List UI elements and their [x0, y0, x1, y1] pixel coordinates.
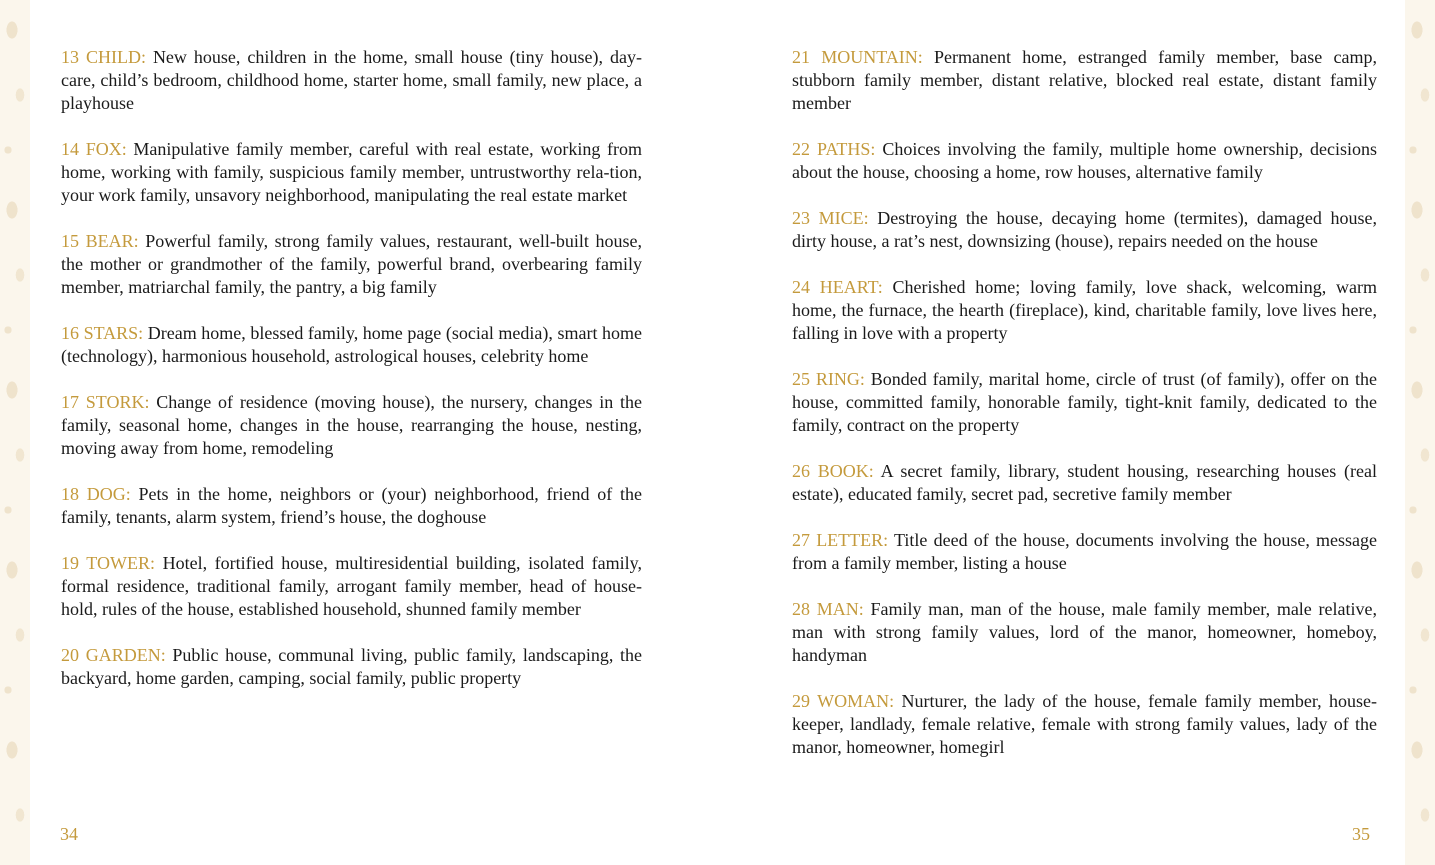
entry-key: 13 CHILD:	[61, 47, 146, 67]
entry-key: 25 RING:	[792, 369, 865, 389]
left-page	[61, 46, 642, 713]
entry-key: 28 MAN:	[792, 599, 864, 619]
entry-key: 27 LETTER:	[792, 530, 889, 550]
entry-text: Choices involving the family, multiple home ownership, decisions about the house, choosing a home, row houses, alternative family	[792, 139, 1377, 182]
entry-22	[792, 138, 1377, 184]
entry-key: 16 STARS:	[61, 323, 144, 343]
entry-14	[61, 138, 642, 207]
entry-23	[792, 207, 1377, 253]
entry-key: 21 MOUNTAIN:	[792, 47, 923, 67]
entry-text: A secret family, library, student housing, researching houses (real estate), educated family, secret pad, secretive family member	[792, 461, 1377, 504]
right-border-ornament	[1405, 0, 1435, 865]
entry-18	[61, 483, 642, 529]
entry-key: 18 DOG:	[61, 484, 131, 504]
entry-text: Pets in the home, neighbors or (your) neighborhood, friend of the family, tenants, alarm system, friend’s house, the doghouse	[61, 484, 643, 527]
entry-key: 24 HEART:	[792, 277, 883, 297]
page-number-right: 35	[1352, 824, 1370, 844]
entry-key: 20 GARDEN:	[61, 645, 166, 665]
entry-text: New house, children in the home, small house (tiny house), day-care, child’s bedroom, childhood home, starter home, small family, new place, a playhouse	[61, 47, 642, 113]
entry-15	[61, 230, 642, 299]
entry-24	[792, 276, 1377, 345]
entry-key: 26 BOOK:	[792, 461, 874, 481]
entry-key: 14 FOX:	[61, 139, 127, 159]
entry-29	[792, 690, 1377, 759]
entry-text: Manipulative family member, careful with real estate, working from home, working with family, suspicious family member, untrustworthy rela-tion, your work family, unsavory neighborhood, manipulating the real estate market	[61, 139, 642, 205]
entry-28	[792, 598, 1377, 667]
entry-text: Dream home, blessed family, home page (social media), smart home (technology), harmonious household, astrological houses, celebrity home	[61, 323, 642, 366]
entry-text: Public house, communal living, public family, landscaping, the backyard, home garden, camping, social family, public property	[61, 645, 643, 688]
entry-20	[61, 644, 642, 690]
entry-key: 15 BEAR:	[61, 231, 139, 251]
entry-26	[792, 460, 1377, 506]
entry-key: 19 TOWER:	[61, 553, 155, 573]
entry-21	[792, 46, 1377, 115]
entry-27	[792, 529, 1377, 575]
entry-key: 23 MICE:	[792, 208, 869, 228]
entry-key: 29 WOMAN:	[792, 691, 895, 711]
entry-text: Title deed of the house, documents involving the house, message from a family member, listing a house	[792, 530, 1377, 573]
entry-text: Bonded family, marital home, circle of trust (of family), offer on the house, committed family, honorable family, tight-knit family, dedicated to the family, contract on the property	[792, 369, 1378, 435]
entry-text: Family man, man of the house, male family member, male relative, man with strong family values, lord of the manor, homeowner, homeboy, handyman	[792, 599, 1377, 665]
left-border-ornament	[0, 0, 30, 865]
entry-19	[61, 552, 642, 621]
entry-text: Hotel, fortified house, multiresidential building, isolated family, formal residence, traditional family, arrogant family member, head of house-hold, rules of the house, established household, shunned family member	[61, 553, 642, 619]
entry-25	[792, 368, 1377, 437]
entry-16	[61, 322, 642, 368]
entry-key: 22 PATHS:	[792, 139, 876, 159]
entry-text: Cherished home; loving family, love shack, welcoming, warm home, the furnace, the hearth (fireplace), kind, charitable family, love lives here, falling in love with a property	[792, 277, 1378, 343]
entry-17	[61, 391, 642, 460]
page-number-left: 34	[60, 824, 78, 844]
entry-text: Powerful family, strong family values, restaurant, well-built house, the mother or grandmother of the family, powerful brand, overbearing family member, matriarchal family, the pantry, a big family	[61, 231, 642, 297]
entry-text: Change of residence (moving house), the nursery, changes in the family, seasonal home, changes in the house, rearranging the house, nesting, moving away from home, remodeling	[61, 392, 643, 458]
entry-text: Nurturer, the lady of the house, female family member, house-keeper, landlady, female relative, female with strong family values, lady of the manor, homeowner, homegirl	[792, 691, 1378, 757]
entry-13	[61, 46, 642, 115]
entry-text: Permanent home, estranged family member, base camp, stubborn family member, distant relative, blocked real estate, distant family member	[792, 47, 1377, 113]
right-page	[792, 46, 1377, 782]
entry-key: 17 STORK:	[61, 392, 150, 412]
entry-text: Destroying the house, decaying home (termites), damaged house, dirty house, a rat’s nest, downsizing (house), repairs needed on the house	[792, 208, 1377, 251]
